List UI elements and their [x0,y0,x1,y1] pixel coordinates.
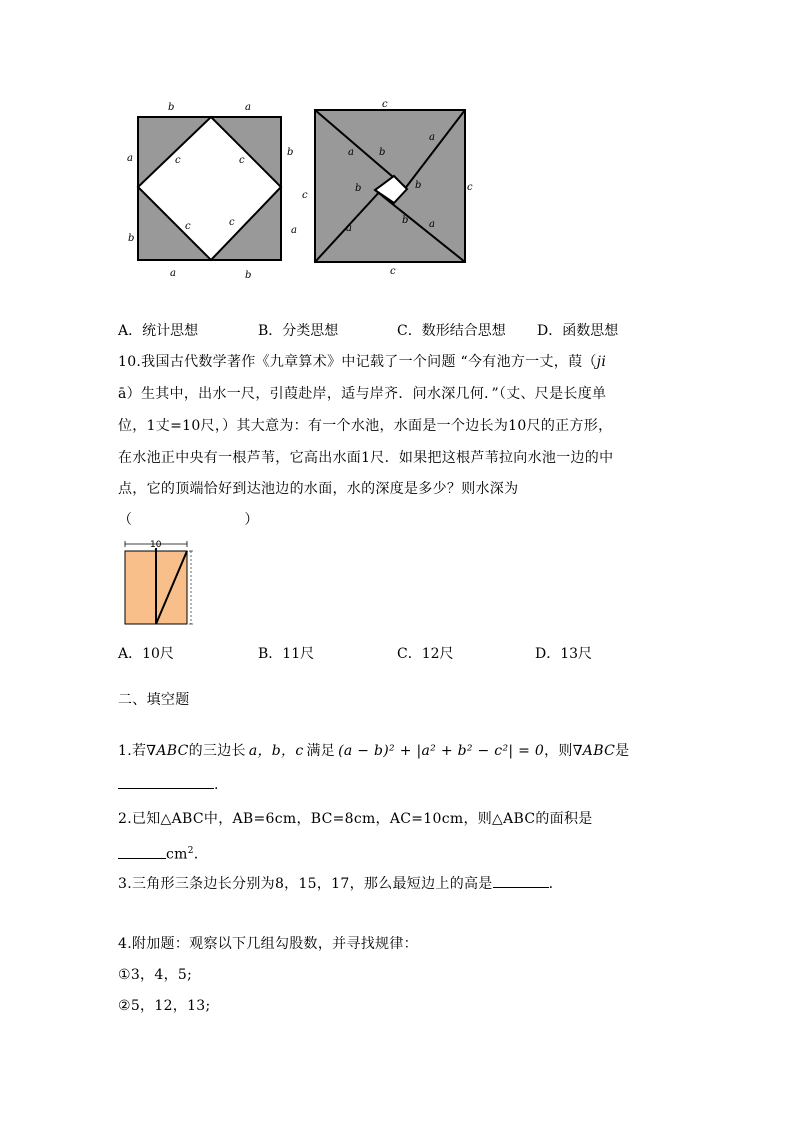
label-c: c [382,99,388,110]
label-b: b [128,233,135,244]
label-c: c [185,221,191,232]
label-b: b [415,180,422,191]
q10-line-4: 在水池正中央有一根芦苇，它高出水面1尺．如果把这根芦苇拉向水池一边的中 [118,450,614,466]
q10-line-2: ā）生其中，出水一尺，引葭赴岸，适与岸齐．问水深几何．”（丈、尺是长度单 [118,386,607,402]
label-a: a [170,268,176,279]
label-b: b [287,147,294,158]
fill-q1: 1.若∇ABC的三边长 a，b，c 满足 (a − b)² + |a² + b² − c²| = 0，则∇ABC是 [118,743,630,759]
fill-q2-blank: $cm^2$. [118,841,199,865]
width-label: 10 [150,540,162,550]
label-a: a [346,223,352,234]
q10-option-d: D．13尺 [535,646,593,662]
label-a: a [291,225,297,236]
label-b: b [379,147,386,158]
label-b: b [245,270,252,281]
pythagoras-figure [118,95,488,285]
right-square-figure [315,110,465,262]
q9-option-c: C．数形结合思想 [397,323,506,339]
left-square-figure [138,117,281,260]
fill-q2: 2.已知△ABC中，AB=6cm，BC=8cm，AC=10cm，则△ABC的面积是 [118,811,593,827]
q9-option-b: B．分类思想 [258,323,339,339]
section-2-title: 二、填空题 [118,692,190,708]
q10-option-b: B．11尺 [258,646,315,662]
label-b: b [355,183,362,194]
label-c: c [229,217,235,228]
q10-option-c: C．12尺 [397,646,454,662]
label-c: c [175,155,181,166]
q10-line-3: 位，1丈=10尺，）其大意为：有一个水池，水面是一个边长为10尺的正方形， [118,418,613,434]
label-a: a [429,219,435,230]
q9-option-a: A．统计思想 [118,323,199,339]
fill-q4: 4.附加题：观察以下几组勾股数，并寻找规律： [118,936,418,952]
q10-line-5: 点，它的顶端恰好到达池边的水面，水的深度是多少？则水深为 [118,481,519,497]
pool-figure [118,538,198,628]
fill-q4-item-1: ①3，4，5; [118,967,193,983]
label-c: c [239,155,245,166]
fill-q3: 3.三角形三条边长分别为8，15，17，那么最短边上的高是 . [118,873,553,894]
q10-option-a: A．10尺 [118,646,174,662]
label-b: b [168,102,175,113]
label-b: b [402,215,409,226]
label-a: a [348,147,354,158]
label-a: a [127,153,133,164]
label-a: a [245,102,251,113]
fill-q1-blank: . [118,774,219,795]
label-a: a [429,132,435,143]
label-c: c [302,190,308,201]
fill-q4-item-2: ②5，12，13; [118,998,211,1014]
q10-answer-paren: （ ） [118,512,259,528]
q9-option-d: D．函数思想 [537,323,619,339]
q10-line-1: 10.我国古代数学著作《九章算术》中记载了一个问题 “今有池方一丈，葭（ji [118,354,607,370]
label-c: c [390,266,396,277]
label-c: c [467,182,473,193]
